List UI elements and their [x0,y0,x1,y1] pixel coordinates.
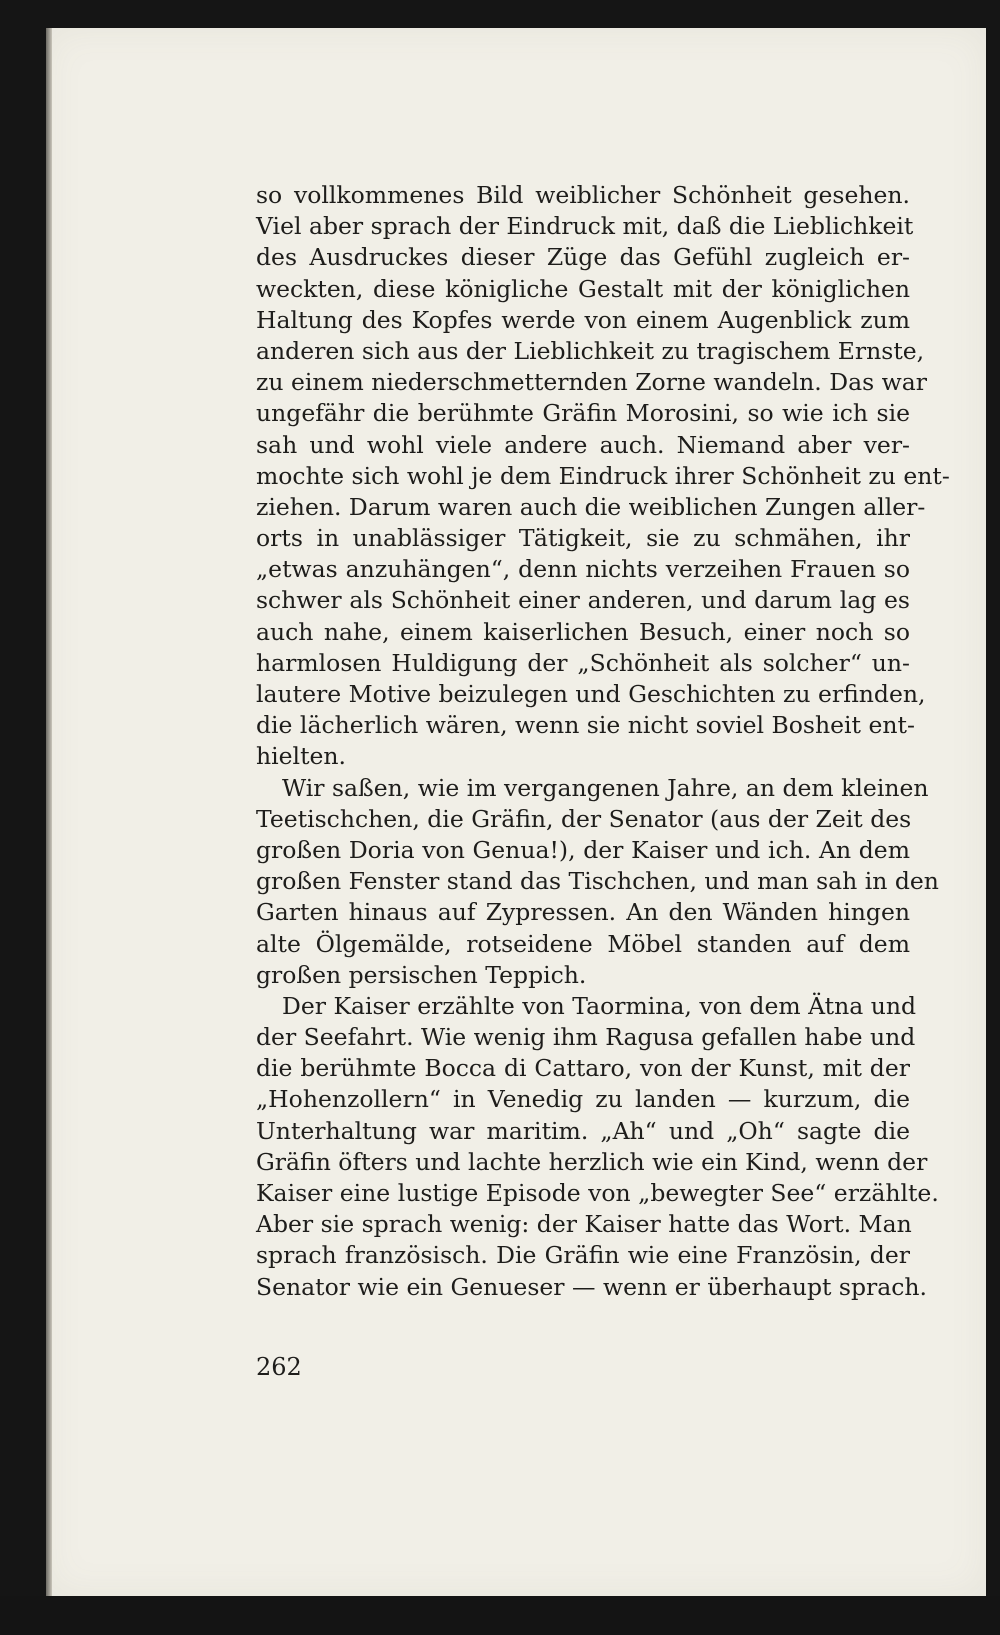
text-line: weckten, diese königliche Gestalt mit der königlichen [256,274,910,303]
text-line: Der Kaiser erzählte von Taormina, von dem Ätna und [282,991,917,1020]
text-line: lautere Motive beizulegen und Geschichten zu erfinden, [256,680,926,708]
text-line: die lächerlich wären, wenn sie nicht soviel Bosheit ent- [256,711,915,740]
text-line: Aber sie sprach wenig: der Kaiser hatte das Wort. Man [256,1210,912,1239]
text-line: mochte sich wohl je dem Eindruck ihrer Schönheit zu ent- [256,461,950,490]
paragraph [256,773,939,991]
page-binding-edge [46,28,52,1596]
text-line: Gräfin öfters und lachte herzlich wie ein Kind, wenn der [256,1147,928,1176]
text-line: großen Doria von Genua!), der Kaiser und ich. An dem [256,835,910,864]
text-line: Garten hinaus auf Zypressen. An den Wänden hingen [256,898,910,927]
text-line: harmlosen Huldigung der „Schönheit als solcher“ un- [256,648,910,677]
text-line: „Hohenzollern“ in Venedig zu landen — kurzum, die [256,1085,910,1114]
text-line: Kaiser eine lustige Episode von „bewegter See“ erzählte. [256,1179,939,1207]
page-number: 262 [256,1353,302,1381]
paragraph [256,180,950,773]
text-line: Viel aber sprach der Eindruck mit, daß die Lieblichkeit [256,212,914,241]
text-line: schwer als Schönheit einer anderen, und darum lag es [256,586,910,615]
text-line: die berühmte Bocca di Cattaro, von der Kunst, mit der [256,1054,910,1083]
text-line: ungefähr die berühmte Gräfin Morosini, so wie ich sie [256,399,910,428]
text-line: sprach französisch. Die Gräfin wie eine Französin, der [256,1241,910,1270]
text-line: sah und wohl viele andere auch. Niemand aber ver- [256,430,910,459]
text-line: zu einem niederschmetternden Zorne wandeln. Das war [256,368,927,397]
text-line: der Seefahrt. Wie wenig ihm Ragusa gefallen habe und [256,1023,916,1052]
text-line: des Ausdruckes dieser Züge das Gefühl zugleich er- [256,243,910,272]
text-line: Senator wie ein Genueser — wenn er überhaupt sprach. [256,1272,928,1301]
text-line: anderen sich aus der Lieblichkeit zu tragischem Ernste, [256,336,925,365]
body-text [256,180,950,1303]
text-line: Teetischchen, die Gräfin, der Senator (aus der Zeit des [256,804,912,833]
text-line: großen Fenster stand das Tischchen, und man sah in den [256,867,939,896]
text-line: großen persischen Teppich. [256,960,587,989]
text-line: Wir saßen, wie im vergangenen Jahre, an dem kleinen [282,773,929,802]
text-line: Unterhaltung war maritim. „Ah“ und „Oh“ sagte die [256,1116,910,1145]
paragraph [256,991,939,1303]
text-line: auch nahe, einem kaiserlichen Besuch, einer noch so [256,617,910,646]
text-line: hielten. [256,742,347,771]
text-line: orts in unablässiger Tätigkeit, sie zu schmähen, ihr [256,524,910,553]
text-line: ziehen. Darum waren auch die weiblichen Zungen aller- [256,492,926,521]
text-line: so vollkommenes Bild weiblicher Schönheit gesehen. [256,181,910,209]
text-line: Haltung des Kopfes werde von einem Augenblick zum [256,305,910,334]
text-line: „etwas anzuhängen“, denn nichts verzeihen Frauen so [256,555,910,584]
scan-bottom-border [0,1596,1000,1635]
text-line: alte Ölgemälde, rotseidene Möbel standen auf dem [256,929,910,958]
